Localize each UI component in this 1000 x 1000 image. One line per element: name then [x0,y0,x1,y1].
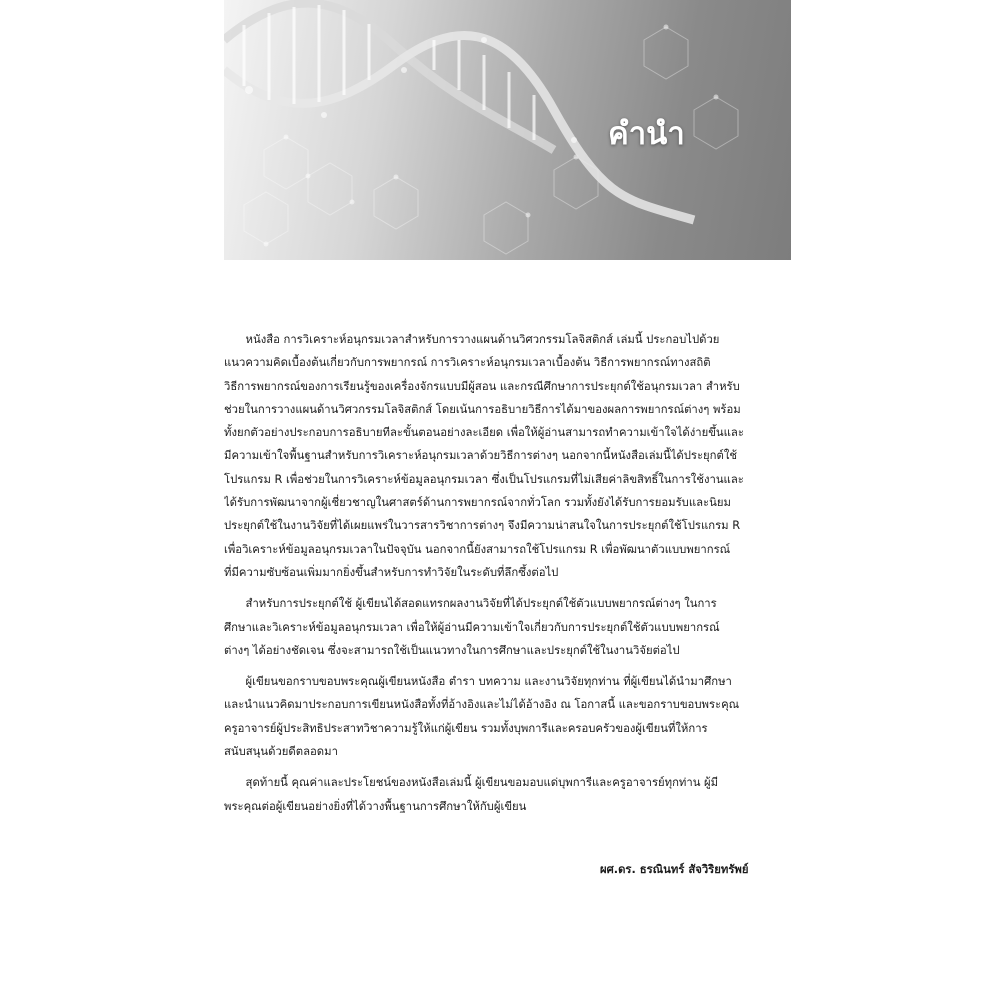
page-title: คำนำ [608,116,685,152]
text-line: สนับสนุนด้วยดีตลอดมา [224,745,338,759]
text-line: โปรแกรม R เพื่อช่วยในการวิเคราะห์ข้อมูลอนุกรมเวลา ซึ่งเป็นโปรแกรมที่ไม่เสียค่าลิขสิทธิ์ในการใช้งานและ [224,472,744,486]
text-line: ต่างๆ ได้อย่างชัดเจน ซึ่งจะสามารถใช้เป็นแนวทางในการศึกษาและประยุกต์ใช้ในงานวิจัยต่อไป [224,643,680,657]
paragraph [224,670,791,763]
body-text [224,328,791,826]
text-line: ศึกษาและวิเคราะห์ข้อมูลอนุกรมเวลา เพื่อให้ผู้อ่านมีความเข้าใจเกี่ยวกับการประยุกต์ใช้ตัวแบบพยากรณ์ [224,620,720,634]
author-signature: ผศ.ดร. ธรณินทร์ สัจวิริยทรัพย์ [600,863,749,876]
paragraph [224,771,791,818]
paragraph [224,328,791,584]
text-line: พระคุณต่อผู้เขียนอย่างยิ่งที่ได้วางพื้นฐานการศึกษาให้กับผู้เขียน [224,799,527,813]
text-line: และนำแนวคิดมาประกอบการเขียนหนังสือทั้งที่อ้างอิงและไม่ได้อ้างอิง ณ โอกาสนี้ และขอกราบขอบพระคุณ [224,698,740,712]
text-line: ได้รับการพัฒนาจากผู้เชี่ยวชาญในศาสตร์ด้านการพยากรณ์จากทั่วโลก รวมทั้งยังได้รับการยอมรับและนิยม [224,496,731,510]
text-line: สุดท้ายนี้ คุณค่าและประโยชน์ของหนังสือเล่มนี้ ผู้เขียนขอมอบแด่บุพการีและครูอาจารย์ทุกท่าน ผู้มี [224,776,719,790]
text-line: ทั้งยกตัวอย่างประกอบการอธิบายทีละขั้นตอนอย่างละเอียด เพื่อให้ผู้อ่านสามารถทำความเข้าใจได้ง่ายขึ้นและ [224,426,744,440]
text-line: ผู้เขียนขอกราบขอบพระคุณผู้เขียนหนังสือ ตำรา บทความ และงานวิจัยทุกท่าน ที่ผู้เขียนได้นำมาศึกษา [224,675,732,689]
text-line: มีความเข้าใจพื้นฐานสำหรับการวิเคราะห์อนุกรมเวลาด้วยวิธีการต่างๆ นอกจากนี้หนังสือเล่มนี้ได้ประยุกต์ใช้ [224,449,737,463]
text-line: เพื่อวิเคราะห์ข้อมูลอนุกรมเวลาในปัจจุบัน นอกจากนี้ยังสามารถใช้โปรแกรม R เพื่อพัฒนาตัวแบบพยากรณ์ [224,542,731,556]
text-line: แนวความคิดเบื้องต้นเกี่ยวกับการพยากรณ์ การวิเคราะห์อนุกรมเวลาเบื้องต้น วิธีการพยากรณ์ทางสถิติ [224,356,711,370]
text-line: วิธีการพยากรณ์ของการเรียนรู้ของเครื่องจักรแบบมีผู้สอน และกรณีศึกษาการประยุกต์ใช้อนุกรมเวลา สำหรับ [224,379,740,393]
text-line: ช่วยในการวางแผนด้านวิศวกรรมโลจิสติกส์ โดยเน้นการอธิบายวิธีการได้มาของผลการพยากรณ์ต่างๆ พร้อม [224,402,741,416]
paragraph [224,592,791,662]
text-line: หนังสือ การวิเคราะห์อนุกรมเวลาสำหรับการวางแผนด้านวิศวกรรมโลจิสติกส์ เล่มนี้ ประกอบไปด้วย [224,333,720,346]
text-line: ประยุกต์ใช้ในงานวิจัยที่ได้เผยแพร่ในวารสารวิชาการต่างๆ จึงมีความน่าสนใจในการประยุกต์ใช้โปรแกรม R [224,519,741,533]
text-line: ที่มีความซับซ้อนเพิ่มมากยิ่งขึ้นสำหรับการทำวิจัยในระดับที่ลึกซึ้งต่อไป [224,565,559,579]
text-line: ครูอาจารย์ผู้ประสิทธิประสาทวิชาความรู้ให้แก่ผู้เขียน รวมทั้งบุพการีและครอบครัวของผู้เขียนที่ให้การ [224,721,708,735]
text-line: สำหรับการประยุกต์ใช้ ผู้เขียนได้สอดแทรกผลงานวิจัยที่ได้ประยุกต์ใช้ตัวแบบพยากรณ์ต่างๆ ในการ [224,597,717,611]
